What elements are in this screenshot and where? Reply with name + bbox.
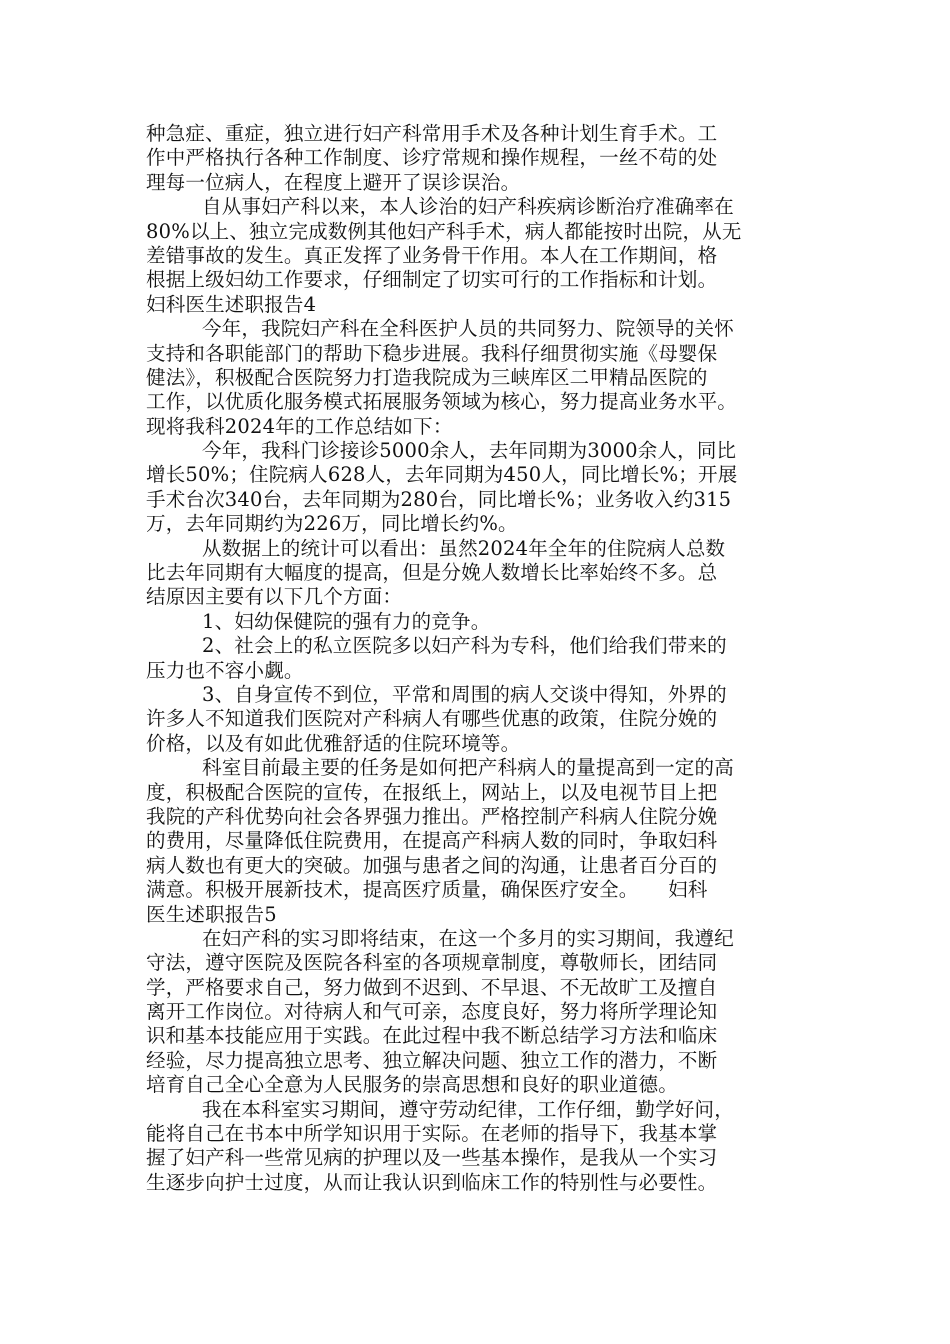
text-line: 增长50%；住院病人628人，去年同期为450人，同比增长%；开展 [146, 463, 738, 487]
paragraph-start-line: 今年，我科门诊接诊5000余人，去年同期为3000余人，同比 [202, 439, 737, 463]
paragraph-start-line: 自从事妇产科以来，本人诊治的妇产科疾病诊断治疗准确率在 [202, 195, 734, 219]
text-line: 比去年同期有大幅度的提高，但是分娩人数增长比率始终不多。总 [146, 561, 718, 585]
text-line: 守法，遵守医院及医院各科室的各项规章制度，尊敬师长，团结同 [146, 951, 718, 975]
paragraph-start-line: 今年，我院妇产科在全科医护人员的共同努力、院领导的关怀 [202, 317, 734, 341]
document-body [146, 122, 806, 1195]
text-line: 经验，尽力提高独立思考、独立解决问题、独立工作的潜力，不断 [146, 1048, 718, 1072]
text-line: 我院的产科优势向社会各界强力推出。严格控制产科病人住院分娩 [146, 804, 718, 828]
text-line: 差错事故的发生。真正发挥了业务骨干作用。本人在工作期间，格 [146, 243, 718, 267]
text-line: 理每一位病人，在程度上避开了误诊误治。 [146, 170, 521, 194]
text-line: 学，严格要求自己，努力做到不迟到、不早退、不无故旷工及擅自 [146, 975, 718, 999]
text-line: 握了妇产科一些常见病的护理以及一些基本操作，是我从一个实习 [146, 1146, 718, 1170]
text-line: 根据上级妇幼工作要求，仔细制定了切实可行的工作指标和计划。 [146, 268, 718, 292]
text-line: 度，积极配合医院的宣传，在报纸上，网站上，以及电视节目上把 [146, 780, 718, 804]
section-heading: 医生述职报告5 [146, 902, 277, 926]
paragraph-start-line: 我在本科室实习期间，遵守劳动纪律，工作仔细，勤学好问， [202, 1097, 734, 1121]
text-line: 万，去年同期约为226万，同比增长约%。 [146, 512, 518, 536]
text-line: 压力也不容小觑。 [146, 658, 304, 682]
text-line: 离开工作岗位。对待病人和气可亲，态度良好，努力将所学理论知 [146, 1000, 718, 1024]
text-line: 许多人不知道我们医院对产科病人有哪些优惠的政策，住院分娩的 [146, 707, 718, 731]
text-line: 支持和各职能部门的帮助下稳步进展。我科仔细贯彻实施《母婴保 [146, 341, 718, 365]
text-line: 手术台次340台，去年同期为280台，同比增长%；业务收入约315 [146, 487, 732, 511]
text-line: 能将自己在书本中所学知识用于实际。在老师的指导下，我基本掌 [146, 1122, 718, 1146]
list-item: 2、社会上的私立医院多以妇产科为专科，他们给我们带来的 [202, 634, 727, 658]
text-line: 现将我科2024年的工作总结如下： [146, 414, 453, 438]
list-item: 3、自身宣传不到位，平常和周围的病人交谈中得知，外界的 [202, 682, 727, 706]
text-line: 作中严格执行各种工作制度、诊疗常规和操作规程，一丝不苟的处 [146, 146, 718, 170]
text-line: 培育自己全心全意为人民服务的崇高思想和良好的职业道德。 [146, 1073, 678, 1097]
paragraph-start-line: 科室目前最主要的任务是如何把产科病人的量提高到一定的高 [202, 756, 734, 780]
text-line: 80%以上、独立完成数例其他妇产科手术，病人都能按时出院，从无 [146, 219, 742, 243]
text-line: 价格，以及有如此优雅舒适的住院环境等。 [146, 731, 521, 755]
section-heading: 妇科医生述职报告4 [146, 292, 317, 316]
text-line: 满意。积极开展新技术，提高医疗质量，确保医疗安全。 妇科 [146, 878, 708, 902]
text-line: 健法》，积极配合医院努力打造我院成为三峡库区二甲精品医院的 [146, 365, 708, 389]
text-line: 工作，以优质化服务模式拓展服务领域为核心，努力提高业务水平。 [146, 390, 738, 414]
list-item: 1、妇幼保健院的强有力的竞争。 [202, 609, 491, 633]
text-line: 结原因主要有以下几个方面： [146, 585, 403, 609]
text-line: 识和基本技能应用于实践。在此过程中我不断总结学习方法和临床 [146, 1024, 718, 1048]
text-line: 病人数也有更大的突破。加强与患者之间的沟通，让患者百分百的 [146, 853, 718, 877]
paragraph-start-line: 从数据上的统计可以看出：虽然2024年全年的住院病人总数 [202, 536, 726, 560]
text-line: 生逐步向护士过度，从而让我认识到临床工作的特别性与必要性。 [146, 1170, 718, 1194]
text-line: 的费用，尽量降低住院费用，在提高产科病人数的同时，争取妇科 [146, 829, 718, 853]
text-line: 种急症、重症，独立进行妇产科常用手术及各种计划生育手术。工 [146, 122, 718, 145]
paragraph-start-line: 在妇产科的实习即将结束，在这一个多月的实习期间，我遵纪 [202, 926, 734, 950]
